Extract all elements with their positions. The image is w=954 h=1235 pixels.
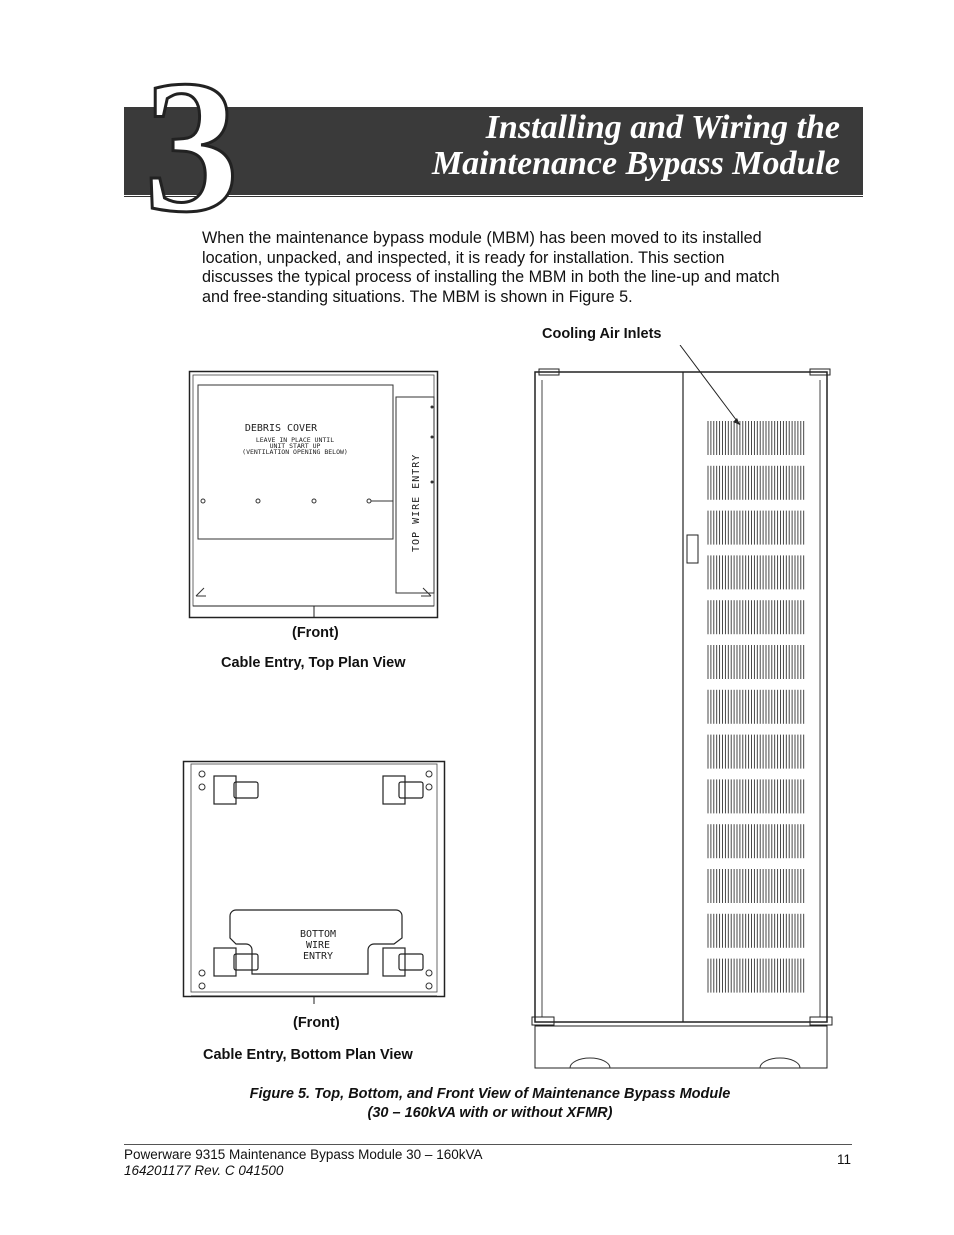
page-number: 11 bbox=[837, 1152, 852, 1167]
vent-grille bbox=[708, 645, 804, 679]
intro-paragraph bbox=[202, 229, 842, 307]
bottom-view-caption: Cable Entry, Bottom Plan View bbox=[203, 1047, 413, 1063]
footer-docnum: 164201177 Rev. C 041500 bbox=[124, 1163, 284, 1178]
intro-line: discusses the typical process of installing the MBM in both the line-up and match bbox=[202, 268, 780, 287]
vent-grille bbox=[708, 600, 804, 634]
chapter-title-line1: Installing and Wiring the bbox=[485, 109, 840, 146]
chapter-title bbox=[432, 110, 840, 182]
chapter-number-text: 3 bbox=[144, 48, 239, 228]
figure-caption-line1: Figure 5. Top, Bottom, and Front View of Maintenance Bypass Module bbox=[249, 1086, 731, 1102]
vent-grille bbox=[708, 735, 804, 769]
debris-cover-line: LEAVE IN PLACE UNTIL bbox=[255, 436, 335, 444]
figure-caption bbox=[150, 1085, 830, 1123]
vent-grille bbox=[708, 779, 804, 813]
debris-cover-line: (VENTILATION OPENING BELOW) bbox=[242, 448, 348, 456]
bottom-entry-line: ENTRY bbox=[302, 951, 334, 962]
debris-cover-title: DEBRIS COVER bbox=[244, 423, 318, 434]
intro-line: location, unpacked, and inspected, it is ready for installation. This section bbox=[202, 248, 725, 267]
vent-grille bbox=[708, 690, 804, 724]
footer-rule bbox=[124, 1144, 852, 1145]
vent-grille bbox=[708, 466, 804, 500]
vent-grille bbox=[708, 511, 804, 545]
top-view-caption: Cable Entry, Top Plan View bbox=[221, 655, 406, 671]
vent-grille bbox=[708, 421, 804, 455]
bottom-plan-view-drawing bbox=[182, 760, 446, 1005]
top-wire-entry-label: TOP WIRE ENTRY bbox=[411, 453, 422, 552]
vent-grille bbox=[708, 869, 804, 903]
chapter-number bbox=[122, 48, 272, 228]
footer-product: Powerware 9315 Maintenance Bypass Module 30 – 160kVA bbox=[124, 1147, 483, 1162]
top-view-front-label: (Front) bbox=[292, 625, 339, 641]
figure-caption-line2: (30 – 160kVA with or without XFMR) bbox=[367, 1105, 613, 1121]
chapter-title-line2: Maintenance Bypass Module bbox=[431, 145, 840, 182]
vent-grille bbox=[708, 555, 804, 589]
top-plan-view-drawing bbox=[188, 370, 440, 620]
bottom-view-front-label: (Front) bbox=[293, 1015, 340, 1031]
front-view-drawing bbox=[530, 345, 840, 1075]
debris-cover-line: UNIT START UP bbox=[269, 442, 321, 450]
vent-grille bbox=[708, 959, 804, 993]
intro-line: and free-standing situations. The MBM is shown in Figure 5. bbox=[202, 287, 633, 306]
cooling-air-inlets-label: Cooling Air Inlets bbox=[542, 326, 662, 342]
vent-grille bbox=[708, 914, 804, 948]
bottom-entry-line: WIRE bbox=[305, 940, 331, 951]
vent-grille bbox=[708, 824, 804, 858]
intro-line: When the maintenance bypass module (MBM) has been moved to its installed bbox=[202, 229, 762, 247]
bottom-entry-line: BOTTOM bbox=[299, 929, 337, 940]
